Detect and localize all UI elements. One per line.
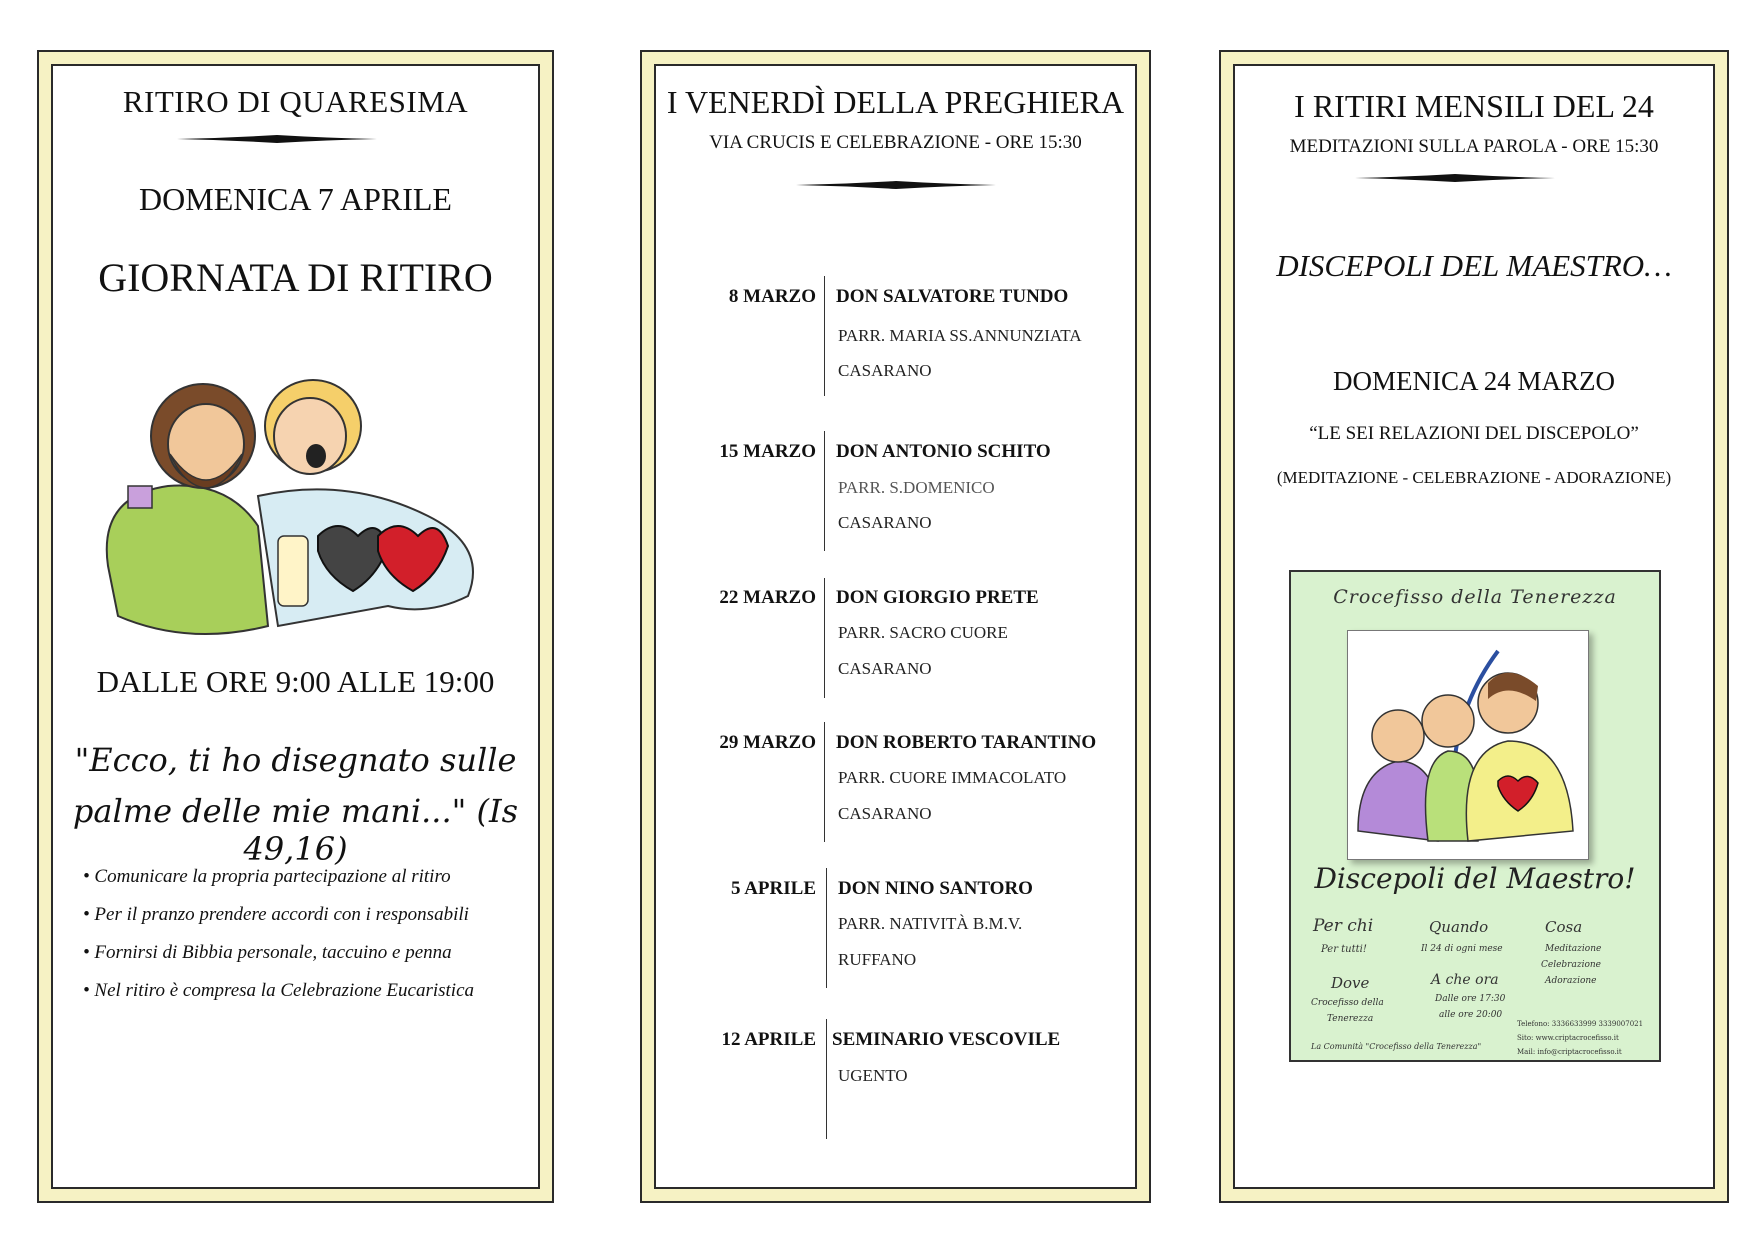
schedule-town: CASARANO — [838, 804, 932, 823]
poster-dove-value: Tenerezza — [1327, 1014, 1374, 1024]
schedule-date: 12 APRILE — [721, 1029, 816, 1050]
left-panel-inner — [51, 64, 540, 1189]
poster-per-chi-value: Per tutti! — [1321, 944, 1367, 955]
schedule-parish: UGENTO — [838, 1066, 908, 1085]
right-subtitle: MEDITAZIONI SULLA PAROLA - ORE 15:30 — [1289, 136, 1659, 157]
poster-a-che-ora-value: Dalle ore 17:30 — [1435, 994, 1506, 1004]
schedule-date: 5 APRILE — [731, 878, 816, 899]
poster-quando-label: Quando — [1429, 918, 1489, 936]
ornament-divider — [796, 180, 996, 190]
schedule-divider — [824, 722, 825, 842]
ornament-divider — [177, 134, 377, 144]
left-panel — [37, 50, 554, 1203]
ornament-divider — [1355, 173, 1555, 183]
left-bullet: • Nel ritiro è compresa la Celebrazione Eucaristica — [83, 980, 475, 1001]
poster-dove-label: Dove — [1331, 974, 1370, 992]
left-headline: GIORNATA DI RITIRO — [98, 255, 493, 300]
left-bullet: • Per il pranzo prendere accordi con i responsabili — [83, 904, 469, 925]
schedule-date: 8 MARZO — [728, 286, 816, 307]
schedule-parish: PARR. MARIA SS.ANNUNZIATA — [838, 326, 1082, 345]
schedule-divider — [824, 578, 825, 698]
retreat-illustration — [88, 376, 498, 646]
left-title: RITIRO DI QUARESIMA — [122, 84, 469, 119]
poster-sito: Sito: www.criptacrocefisso.it — [1517, 1034, 1619, 1042]
right-panel — [1219, 50, 1729, 1203]
schedule-divider — [826, 1019, 827, 1139]
poster-cosa-value: Adorazione — [1545, 976, 1597, 986]
poster-header: Crocefisso della Tenerezza — [1333, 586, 1617, 608]
schedule-parish: PARR. NATIVITÀ B.M.V. — [838, 914, 1023, 933]
middle-title: I VENERDÌ DELLA PREGHIERA — [666, 84, 1125, 120]
right-theme: DISCEPOLI DEL MAESTRO… — [1276, 248, 1672, 283]
poster-cosa-value: Meditazione — [1545, 944, 1602, 954]
schedule-parish: PARR. S.DOMENICO — [838, 478, 995, 497]
poster-title: Discepoli del Maestro! — [1314, 862, 1636, 895]
schedule-name: DON SALVATORE TUNDO — [836, 286, 1069, 307]
schedule-date: 29 MARZO — [719, 732, 816, 753]
schedule-town: CASARANO — [838, 513, 932, 532]
middle-subtitle: VIA CRUCIS E CELEBRAZIONE - ORE 15:30 — [709, 132, 1082, 153]
right-panel-inner — [1233, 64, 1715, 1189]
schedule-name: DON NINO SANTORO — [838, 878, 1033, 899]
middle-panel — [640, 50, 1151, 1203]
left-quote-line1: "Ecco, ti ho disegnato sulle — [74, 741, 517, 779]
disciples-illustration — [1348, 631, 1588, 859]
poster-community: La Comunità "Crocefisso della Tenerezza" — [1311, 1042, 1482, 1051]
schedule-date: 22 MARZO — [719, 587, 816, 608]
poster-mail: Mail: info@criptacrocefisso.it — [1517, 1048, 1622, 1056]
schedule-name: DON GIORGIO PRETE — [836, 587, 1039, 608]
schedule-name: DON ANTONIO SCHITO — [836, 441, 1051, 462]
schedule-name: DON ROBERTO TARANTINO — [836, 732, 1097, 753]
left-hours: DALLE ORE 9:00 ALLE 19:00 — [96, 664, 495, 699]
poster-cosa-value: Celebrazione — [1541, 960, 1602, 970]
schedule-town: CASARANO — [838, 361, 932, 380]
poster-dove-value: Crocefisso della — [1311, 998, 1384, 1008]
left-quote-line2: palme delle mie mani..." (Is 49,16) — [72, 792, 519, 868]
left-bullet: • Comunicare la propria partecipazione al ritiro — [83, 866, 451, 887]
poster-a-che-ora-value: alle ore 20:00 — [1439, 1010, 1503, 1020]
right-topic: “LE SEI RELAZIONI DEL DISCEPOLO” — [1309, 423, 1639, 444]
poster-per-chi-label: Per chi — [1313, 916, 1374, 936]
right-format: (MEDITAZIONE - CELEBRAZIONE - ADORAZIONE) — [1276, 468, 1672, 487]
right-title: I RITIRI MENSILI DEL 24 — [1294, 88, 1654, 124]
poster-illustration — [1347, 630, 1589, 860]
right-date: DOMENICA 24 MARZO — [1332, 366, 1615, 396]
middle-panel-inner — [654, 64, 1137, 1189]
schedule-town: CASARANO — [838, 659, 932, 678]
left-bullet: • Fornirsi di Bibbia personale, taccuino e penna — [83, 942, 452, 963]
schedule-parish: PARR. SACRO CUORE — [838, 623, 1008, 642]
poster-telefono: Telefono: 3336633999 3339007021 — [1517, 1020, 1644, 1028]
schedule-parish: PARR. CUORE IMMACOLATO — [838, 768, 1067, 787]
event-poster — [1289, 570, 1661, 1062]
schedule-date: 15 MARZO — [719, 441, 816, 462]
schedule-divider — [826, 868, 827, 988]
left-date: DOMENICA 7 APRILE — [139, 181, 452, 217]
schedule-divider — [824, 431, 825, 551]
poster-cosa-label: Cosa — [1545, 918, 1583, 936]
schedule-name: SEMINARIO VESCOVILE — [832, 1029, 1061, 1050]
schedule-divider — [824, 276, 825, 396]
schedule-town: RUFFANO — [838, 950, 917, 969]
poster-a-che-ora-label: A che ora — [1431, 972, 1499, 988]
poster-quando-value: Il 24 di ogni mese — [1421, 944, 1503, 954]
